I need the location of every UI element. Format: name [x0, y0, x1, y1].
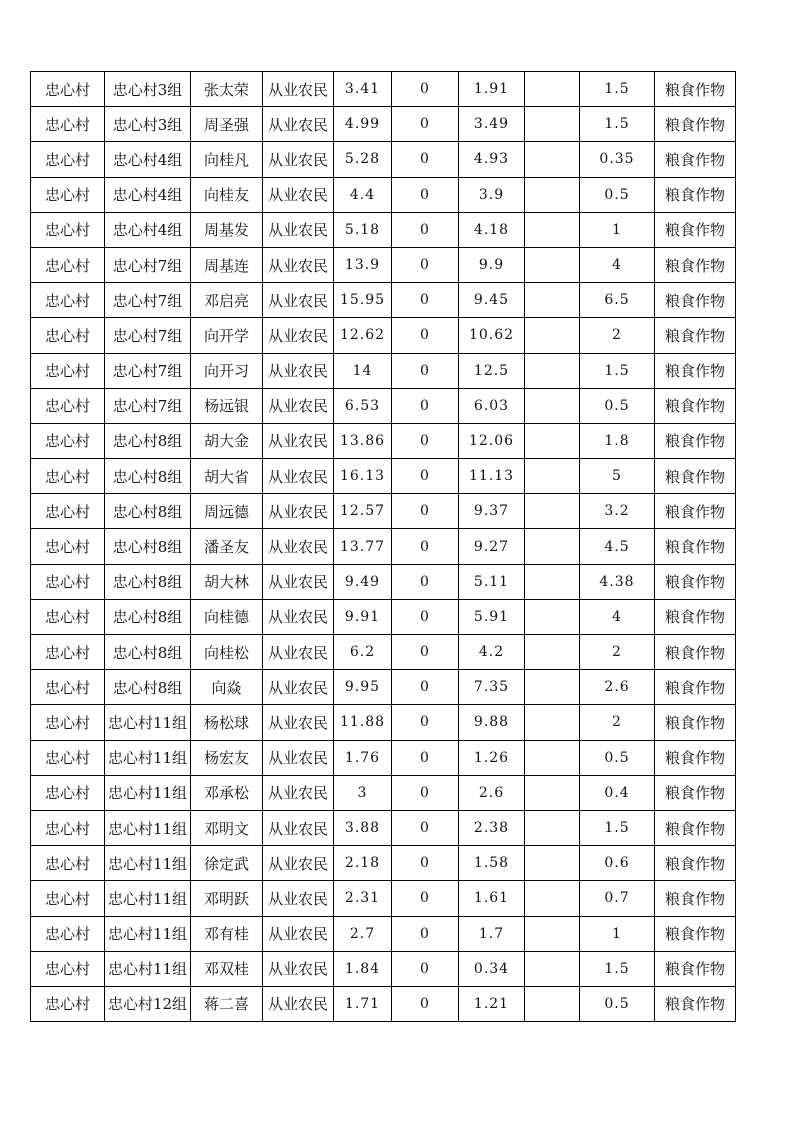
- village-cell: 忠心村: [31, 423, 105, 458]
- table-row: [31, 247, 736, 282]
- village-cell: 忠心村: [31, 318, 105, 353]
- group-cell: 忠心村11组: [105, 916, 191, 951]
- table-row: [31, 564, 736, 599]
- village-cell: 忠心村: [31, 72, 105, 107]
- value-cell: 0: [392, 177, 459, 212]
- value-cell: 0: [392, 916, 459, 951]
- value-cell: 11.13: [459, 459, 525, 494]
- table-row: [31, 459, 736, 494]
- crop-cell: 粮食作物: [655, 177, 736, 212]
- crop-cell: 粮食作物: [655, 986, 736, 1021]
- crop-cell: 粮食作物: [655, 740, 736, 775]
- value-cell: 11.88: [334, 705, 392, 740]
- crop-cell: 粮食作物: [655, 705, 736, 740]
- value-cell: [525, 283, 580, 318]
- name-cell: 周远德: [191, 494, 263, 529]
- value-cell: 0: [392, 318, 459, 353]
- value-cell: [525, 107, 580, 142]
- value-cell: [525, 916, 580, 951]
- type-cell: 从业农民: [263, 670, 334, 705]
- crop-cell: 粮食作物: [655, 670, 736, 705]
- data-table: [30, 71, 736, 1022]
- group-cell: 忠心村11组: [105, 705, 191, 740]
- value-cell: 0: [392, 212, 459, 247]
- crop-cell: 粮食作物: [655, 881, 736, 916]
- group-cell: 忠心村11组: [105, 810, 191, 845]
- value-cell: 12.62: [334, 318, 392, 353]
- name-cell: 邓明跃: [191, 881, 263, 916]
- value-cell: 10.62: [459, 318, 525, 353]
- value-cell: 4.2: [459, 635, 525, 670]
- table-row: [31, 599, 736, 634]
- value-cell: 7.35: [459, 670, 525, 705]
- value-cell: 0: [392, 951, 459, 986]
- value-cell: 12.57: [334, 494, 392, 529]
- crop-cell: 粮食作物: [655, 318, 736, 353]
- village-cell: 忠心村: [31, 564, 105, 599]
- value-cell: 9.27: [459, 529, 525, 564]
- name-cell: 蒋二喜: [191, 986, 263, 1021]
- type-cell: 从业农民: [263, 72, 334, 107]
- value-cell: 0: [392, 635, 459, 670]
- value-cell: 2: [580, 635, 655, 670]
- group-cell: 忠心村8组: [105, 670, 191, 705]
- crop-cell: 粮食作物: [655, 564, 736, 599]
- table-row: [31, 318, 736, 353]
- crop-cell: 粮食作物: [655, 353, 736, 388]
- table-row: [31, 916, 736, 951]
- value-cell: 0: [392, 142, 459, 177]
- table-row: [31, 494, 736, 529]
- group-cell: 忠心村7组: [105, 318, 191, 353]
- value-cell: 0: [392, 494, 459, 529]
- value-cell: 6.03: [459, 388, 525, 423]
- value-cell: 3: [334, 775, 392, 810]
- type-cell: 从业农民: [263, 775, 334, 810]
- group-cell: 忠心村8组: [105, 635, 191, 670]
- crop-cell: 粮食作物: [655, 423, 736, 458]
- name-cell: 向桂松: [191, 635, 263, 670]
- name-cell: 邓承松: [191, 775, 263, 810]
- type-cell: 从业农民: [263, 177, 334, 212]
- crop-cell: 粮食作物: [655, 142, 736, 177]
- name-cell: 杨宏友: [191, 740, 263, 775]
- village-cell: 忠心村: [31, 459, 105, 494]
- table-row: [31, 107, 736, 142]
- value-cell: 13.77: [334, 529, 392, 564]
- table-row: [31, 951, 736, 986]
- value-cell: 1.5: [580, 353, 655, 388]
- value-cell: 4.38: [580, 564, 655, 599]
- value-cell: [525, 670, 580, 705]
- value-cell: [525, 775, 580, 810]
- type-cell: 从业农民: [263, 986, 334, 1021]
- type-cell: 从业农民: [263, 846, 334, 881]
- value-cell: 1.5: [580, 72, 655, 107]
- type-cell: 从业农民: [263, 142, 334, 177]
- village-cell: 忠心村: [31, 494, 105, 529]
- value-cell: [525, 529, 580, 564]
- type-cell: 从业农民: [263, 353, 334, 388]
- village-cell: 忠心村: [31, 247, 105, 282]
- crop-cell: 粮食作物: [655, 951, 736, 986]
- value-cell: [525, 951, 580, 986]
- value-cell: 9.49: [334, 564, 392, 599]
- group-cell: 忠心村11组: [105, 881, 191, 916]
- value-cell: 4: [580, 599, 655, 634]
- table-row: [31, 810, 736, 845]
- value-cell: 6.2: [334, 635, 392, 670]
- name-cell: 邓有桂: [191, 916, 263, 951]
- village-cell: 忠心村: [31, 353, 105, 388]
- value-cell: 1.5: [580, 107, 655, 142]
- name-cell: 胡大省: [191, 459, 263, 494]
- value-cell: 12.06: [459, 423, 525, 458]
- table-row: [31, 142, 736, 177]
- value-cell: 0: [392, 564, 459, 599]
- value-cell: 4.99: [334, 107, 392, 142]
- crop-cell: 粮食作物: [655, 635, 736, 670]
- value-cell: 0: [392, 283, 459, 318]
- village-cell: 忠心村: [31, 670, 105, 705]
- name-cell: 邓双桂: [191, 951, 263, 986]
- table-row: [31, 670, 736, 705]
- group-cell: 忠心村4组: [105, 212, 191, 247]
- table-row: [31, 775, 736, 810]
- value-cell: [525, 564, 580, 599]
- value-cell: 1.5: [580, 951, 655, 986]
- value-cell: 1.8: [580, 423, 655, 458]
- name-cell: 邓明文: [191, 810, 263, 845]
- table-row: [31, 705, 736, 740]
- group-cell: 忠心村7组: [105, 247, 191, 282]
- value-cell: [525, 986, 580, 1021]
- name-cell: 徐定武: [191, 846, 263, 881]
- name-cell: 杨松球: [191, 705, 263, 740]
- crop-cell: 粮食作物: [655, 846, 736, 881]
- value-cell: [525, 705, 580, 740]
- type-cell: 从业农民: [263, 107, 334, 142]
- value-cell: 3.41: [334, 72, 392, 107]
- value-cell: 2.18: [334, 846, 392, 881]
- value-cell: 13.9: [334, 247, 392, 282]
- group-cell: 忠心村12组: [105, 986, 191, 1021]
- value-cell: [525, 177, 580, 212]
- village-cell: 忠心村: [31, 951, 105, 986]
- village-cell: 忠心村: [31, 212, 105, 247]
- value-cell: 12.5: [459, 353, 525, 388]
- type-cell: 从业农民: [263, 705, 334, 740]
- type-cell: 从业农民: [263, 212, 334, 247]
- group-cell: 忠心村7组: [105, 388, 191, 423]
- value-cell: 0: [392, 529, 459, 564]
- table-row: [31, 846, 736, 881]
- village-cell: 忠心村: [31, 107, 105, 142]
- value-cell: 0: [392, 423, 459, 458]
- crop-cell: 粮食作物: [655, 916, 736, 951]
- name-cell: 周基发: [191, 212, 263, 247]
- type-cell: 从业农民: [263, 599, 334, 634]
- crop-cell: 粮食作物: [655, 494, 736, 529]
- value-cell: 3.49: [459, 107, 525, 142]
- table-row: [31, 529, 736, 564]
- group-cell: 忠心村7组: [105, 353, 191, 388]
- value-cell: 0: [392, 388, 459, 423]
- value-cell: 0: [392, 599, 459, 634]
- value-cell: [525, 423, 580, 458]
- name-cell: 向桂德: [191, 599, 263, 634]
- group-cell: 忠心村11组: [105, 846, 191, 881]
- value-cell: [525, 599, 580, 634]
- table-row: [31, 283, 736, 318]
- value-cell: 1.61: [459, 881, 525, 916]
- value-cell: 0: [392, 705, 459, 740]
- value-cell: 9.88: [459, 705, 525, 740]
- value-cell: [525, 494, 580, 529]
- value-cell: 4.4: [334, 177, 392, 212]
- group-cell: 忠心村8组: [105, 529, 191, 564]
- type-cell: 从业农民: [263, 283, 334, 318]
- value-cell: 1.84: [334, 951, 392, 986]
- value-cell: 6.5: [580, 283, 655, 318]
- name-cell: 邓启亮: [191, 283, 263, 318]
- value-cell: 2.31: [334, 881, 392, 916]
- value-cell: 0.6: [580, 846, 655, 881]
- village-cell: 忠心村: [31, 529, 105, 564]
- village-cell: 忠心村: [31, 599, 105, 634]
- value-cell: 15.95: [334, 283, 392, 318]
- value-cell: 0: [392, 247, 459, 282]
- value-cell: 3.2: [580, 494, 655, 529]
- value-cell: 0.35: [580, 142, 655, 177]
- village-cell: 忠心村: [31, 635, 105, 670]
- value-cell: 4.5: [580, 529, 655, 564]
- table-body: [31, 72, 736, 1022]
- type-cell: 从业农民: [263, 564, 334, 599]
- value-cell: 0.34: [459, 951, 525, 986]
- group-cell: 忠心村8组: [105, 494, 191, 529]
- table-row: [31, 881, 736, 916]
- table-row: [31, 353, 736, 388]
- value-cell: 0: [392, 459, 459, 494]
- crop-cell: 粮食作物: [655, 283, 736, 318]
- table-row: [31, 635, 736, 670]
- village-cell: 忠心村: [31, 177, 105, 212]
- value-cell: 0: [392, 810, 459, 845]
- name-cell: 周圣强: [191, 107, 263, 142]
- table-row: [31, 423, 736, 458]
- group-cell: 忠心村11组: [105, 740, 191, 775]
- value-cell: 0.5: [580, 986, 655, 1021]
- village-cell: 忠心村: [31, 775, 105, 810]
- value-cell: [525, 740, 580, 775]
- crop-cell: 粮食作物: [655, 775, 736, 810]
- type-cell: 从业农民: [263, 635, 334, 670]
- type-cell: 从业农民: [263, 318, 334, 353]
- table-row: [31, 72, 736, 107]
- table-row: [31, 177, 736, 212]
- table-row: [31, 740, 736, 775]
- name-cell: 向桂友: [191, 177, 263, 212]
- value-cell: 5: [580, 459, 655, 494]
- name-cell: 向焱: [191, 670, 263, 705]
- type-cell: 从业农民: [263, 881, 334, 916]
- crop-cell: 粮食作物: [655, 810, 736, 845]
- name-cell: 向桂凡: [191, 142, 263, 177]
- value-cell: 1.26: [459, 740, 525, 775]
- type-cell: 从业农民: [263, 916, 334, 951]
- name-cell: 向开学: [191, 318, 263, 353]
- value-cell: [525, 459, 580, 494]
- village-cell: 忠心村: [31, 986, 105, 1021]
- type-cell: 从业农民: [263, 494, 334, 529]
- village-cell: 忠心村: [31, 142, 105, 177]
- value-cell: 3.88: [334, 810, 392, 845]
- value-cell: [525, 212, 580, 247]
- value-cell: [525, 846, 580, 881]
- group-cell: 忠心村7组: [105, 283, 191, 318]
- value-cell: 5.11: [459, 564, 525, 599]
- value-cell: 1.71: [334, 986, 392, 1021]
- value-cell: [525, 142, 580, 177]
- value-cell: 0: [392, 353, 459, 388]
- value-cell: [525, 318, 580, 353]
- crop-cell: 粮食作物: [655, 247, 736, 282]
- value-cell: 0: [392, 107, 459, 142]
- group-cell: 忠心村4组: [105, 177, 191, 212]
- value-cell: 9.37: [459, 494, 525, 529]
- value-cell: 9.45: [459, 283, 525, 318]
- name-cell: 周基连: [191, 247, 263, 282]
- value-cell: 0.5: [580, 740, 655, 775]
- value-cell: [525, 388, 580, 423]
- village-cell: 忠心村: [31, 916, 105, 951]
- value-cell: [525, 353, 580, 388]
- value-cell: 13.86: [334, 423, 392, 458]
- village-cell: 忠心村: [31, 810, 105, 845]
- village-cell: 忠心村: [31, 388, 105, 423]
- value-cell: 0: [392, 72, 459, 107]
- value-cell: 1.5: [580, 810, 655, 845]
- value-cell: 0: [392, 846, 459, 881]
- table-row: [31, 212, 736, 247]
- crop-cell: 粮食作物: [655, 599, 736, 634]
- crop-cell: 粮食作物: [655, 212, 736, 247]
- name-cell: 胡大林: [191, 564, 263, 599]
- name-cell: 张太荣: [191, 72, 263, 107]
- village-cell: 忠心村: [31, 846, 105, 881]
- value-cell: 4.18: [459, 212, 525, 247]
- crop-cell: 粮食作物: [655, 388, 736, 423]
- table-row: [31, 986, 736, 1021]
- type-cell: 从业农民: [263, 810, 334, 845]
- name-cell: 杨远银: [191, 388, 263, 423]
- group-cell: 忠心村3组: [105, 107, 191, 142]
- value-cell: 0.7: [580, 881, 655, 916]
- value-cell: 3.9: [459, 177, 525, 212]
- value-cell: 2.6: [580, 670, 655, 705]
- value-cell: 9.91: [334, 599, 392, 634]
- value-cell: 4.93: [459, 142, 525, 177]
- name-cell: 胡大金: [191, 423, 263, 458]
- group-cell: 忠心村4组: [105, 142, 191, 177]
- crop-cell: 粮食作物: [655, 529, 736, 564]
- value-cell: 5.18: [334, 212, 392, 247]
- crop-cell: 粮食作物: [655, 459, 736, 494]
- village-cell: 忠心村: [31, 740, 105, 775]
- value-cell: 2: [580, 318, 655, 353]
- value-cell: 16.13: [334, 459, 392, 494]
- value-cell: 6.53: [334, 388, 392, 423]
- value-cell: [525, 635, 580, 670]
- value-cell: 0: [392, 881, 459, 916]
- group-cell: 忠心村11组: [105, 775, 191, 810]
- value-cell: 5.28: [334, 142, 392, 177]
- type-cell: 从业农民: [263, 951, 334, 986]
- value-cell: 0.4: [580, 775, 655, 810]
- value-cell: 4: [580, 247, 655, 282]
- value-cell: [525, 72, 580, 107]
- value-cell: [525, 881, 580, 916]
- type-cell: 从业农民: [263, 740, 334, 775]
- value-cell: 1.91: [459, 72, 525, 107]
- value-cell: 0.5: [580, 177, 655, 212]
- value-cell: 1: [580, 212, 655, 247]
- value-cell: 1.76: [334, 740, 392, 775]
- village-cell: 忠心村: [31, 881, 105, 916]
- value-cell: 1.7: [459, 916, 525, 951]
- value-cell: 14: [334, 353, 392, 388]
- group-cell: 忠心村8组: [105, 564, 191, 599]
- group-cell: 忠心村3组: [105, 72, 191, 107]
- group-cell: 忠心村8组: [105, 423, 191, 458]
- value-cell: 0: [392, 740, 459, 775]
- value-cell: 2.6: [459, 775, 525, 810]
- group-cell: 忠心村8组: [105, 459, 191, 494]
- value-cell: 0: [392, 670, 459, 705]
- value-cell: 1: [580, 916, 655, 951]
- value-cell: 9.9: [459, 247, 525, 282]
- value-cell: 2.7: [334, 916, 392, 951]
- table-row: [31, 388, 736, 423]
- type-cell: 从业农民: [263, 247, 334, 282]
- value-cell: 0: [392, 986, 459, 1021]
- value-cell: 2.38: [459, 810, 525, 845]
- value-cell: [525, 247, 580, 282]
- crop-cell: 粮食作物: [655, 107, 736, 142]
- group-cell: 忠心村11组: [105, 951, 191, 986]
- village-cell: 忠心村: [31, 283, 105, 318]
- crop-cell: 粮食作物: [655, 72, 736, 107]
- group-cell: 忠心村8组: [105, 599, 191, 634]
- value-cell: 0: [392, 775, 459, 810]
- type-cell: 从业农民: [263, 423, 334, 458]
- value-cell: 1.58: [459, 846, 525, 881]
- value-cell: 2: [580, 705, 655, 740]
- value-cell: 9.95: [334, 670, 392, 705]
- name-cell: 向开习: [191, 353, 263, 388]
- type-cell: 从业农民: [263, 459, 334, 494]
- village-cell: 忠心村: [31, 705, 105, 740]
- value-cell: 5.91: [459, 599, 525, 634]
- type-cell: 从业农民: [263, 529, 334, 564]
- value-cell: [525, 810, 580, 845]
- type-cell: 从业农民: [263, 388, 334, 423]
- value-cell: 0.5: [580, 388, 655, 423]
- name-cell: 潘圣友: [191, 529, 263, 564]
- value-cell: 1.21: [459, 986, 525, 1021]
